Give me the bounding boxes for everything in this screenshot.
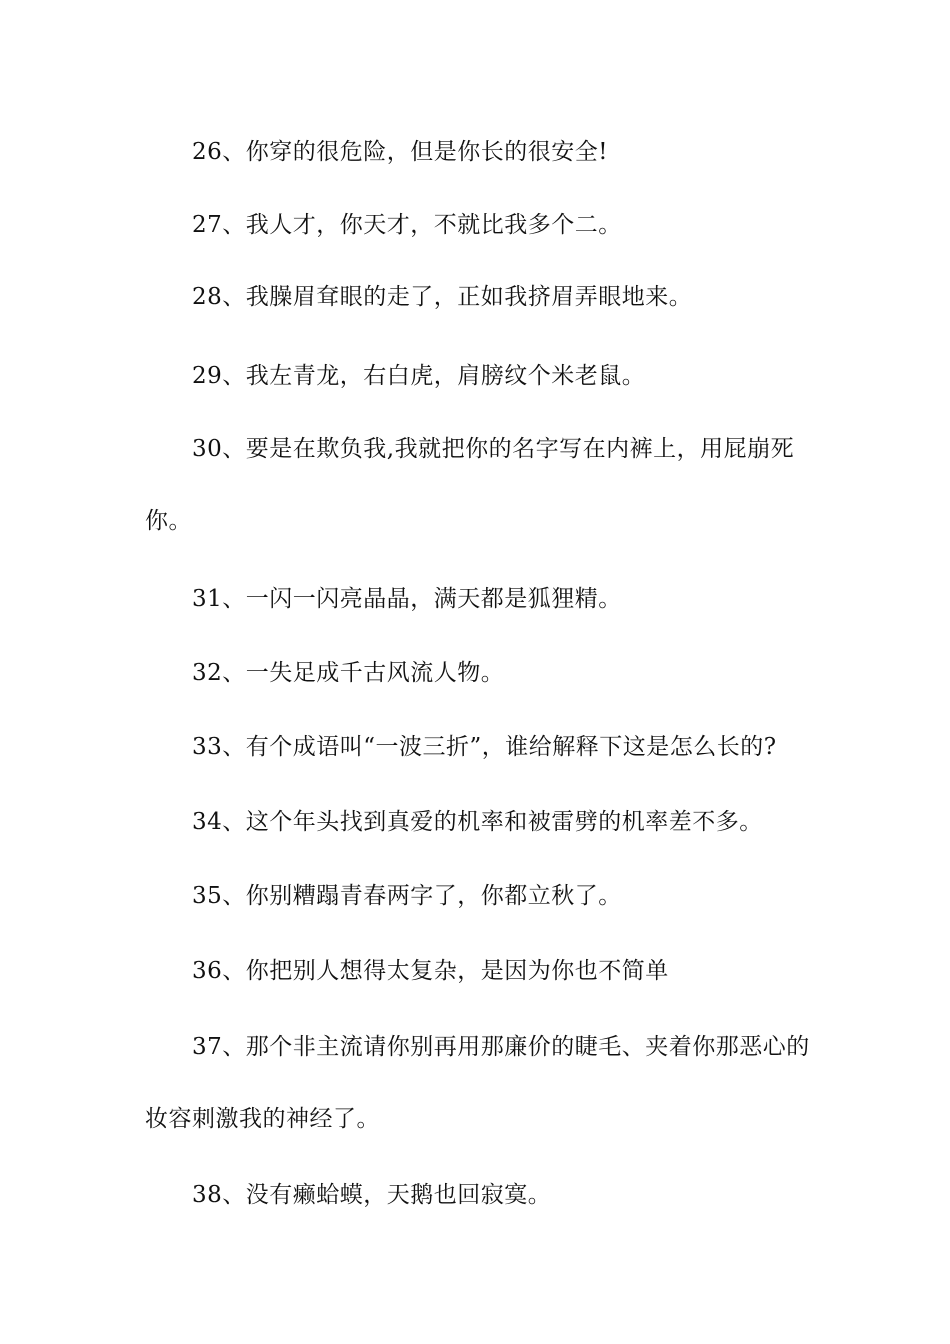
paragraph-26: 26、你穿的很危险，但是你长的很安全!	[192, 139, 609, 165]
paragraph-31: 31、一闪一闪亮晶晶，满天都是狐狸精。	[192, 586, 622, 612]
paragraph-28: 28、我臊眉耷眼的走了，正如我挤眉弄眼地来。	[192, 284, 693, 310]
paragraph-38: 38、没有癞蛤蟆，天鹅也回寂寞。	[192, 1182, 552, 1208]
paragraph-33: 33、有个成语叫“一波三折”，谁给解释下这是怎么长的?	[192, 734, 777, 760]
paragraph-37: 37、那个非主流请你别再用那廉价的睫毛、夹着你那恶心的妆容刺激我的神经了。	[145, 1034, 810, 1133]
paragraph-30: 30、要是在欺负我,我就把你的名字写在内裤上，用屁崩死你。	[145, 436, 795, 535]
paragraph-29: 29、我左青龙，右白虎，肩膀纹个米老鼠。	[192, 363, 646, 389]
paragraph-35: 35、你别糟蹋青春两字了，你都立秋了。	[192, 883, 622, 909]
paragraph-27: 27、我人才，你天才，不就比我多个二。	[192, 212, 622, 238]
paragraph-34: 34、这个年头找到真爱的机率和被雷劈的机率差不多。	[192, 809, 763, 835]
paragraph-36: 36、你把别人想得太复杂，是因为你也不简单	[192, 958, 669, 984]
paragraph-32: 32、一失足成千古风流人物。	[192, 660, 505, 686]
